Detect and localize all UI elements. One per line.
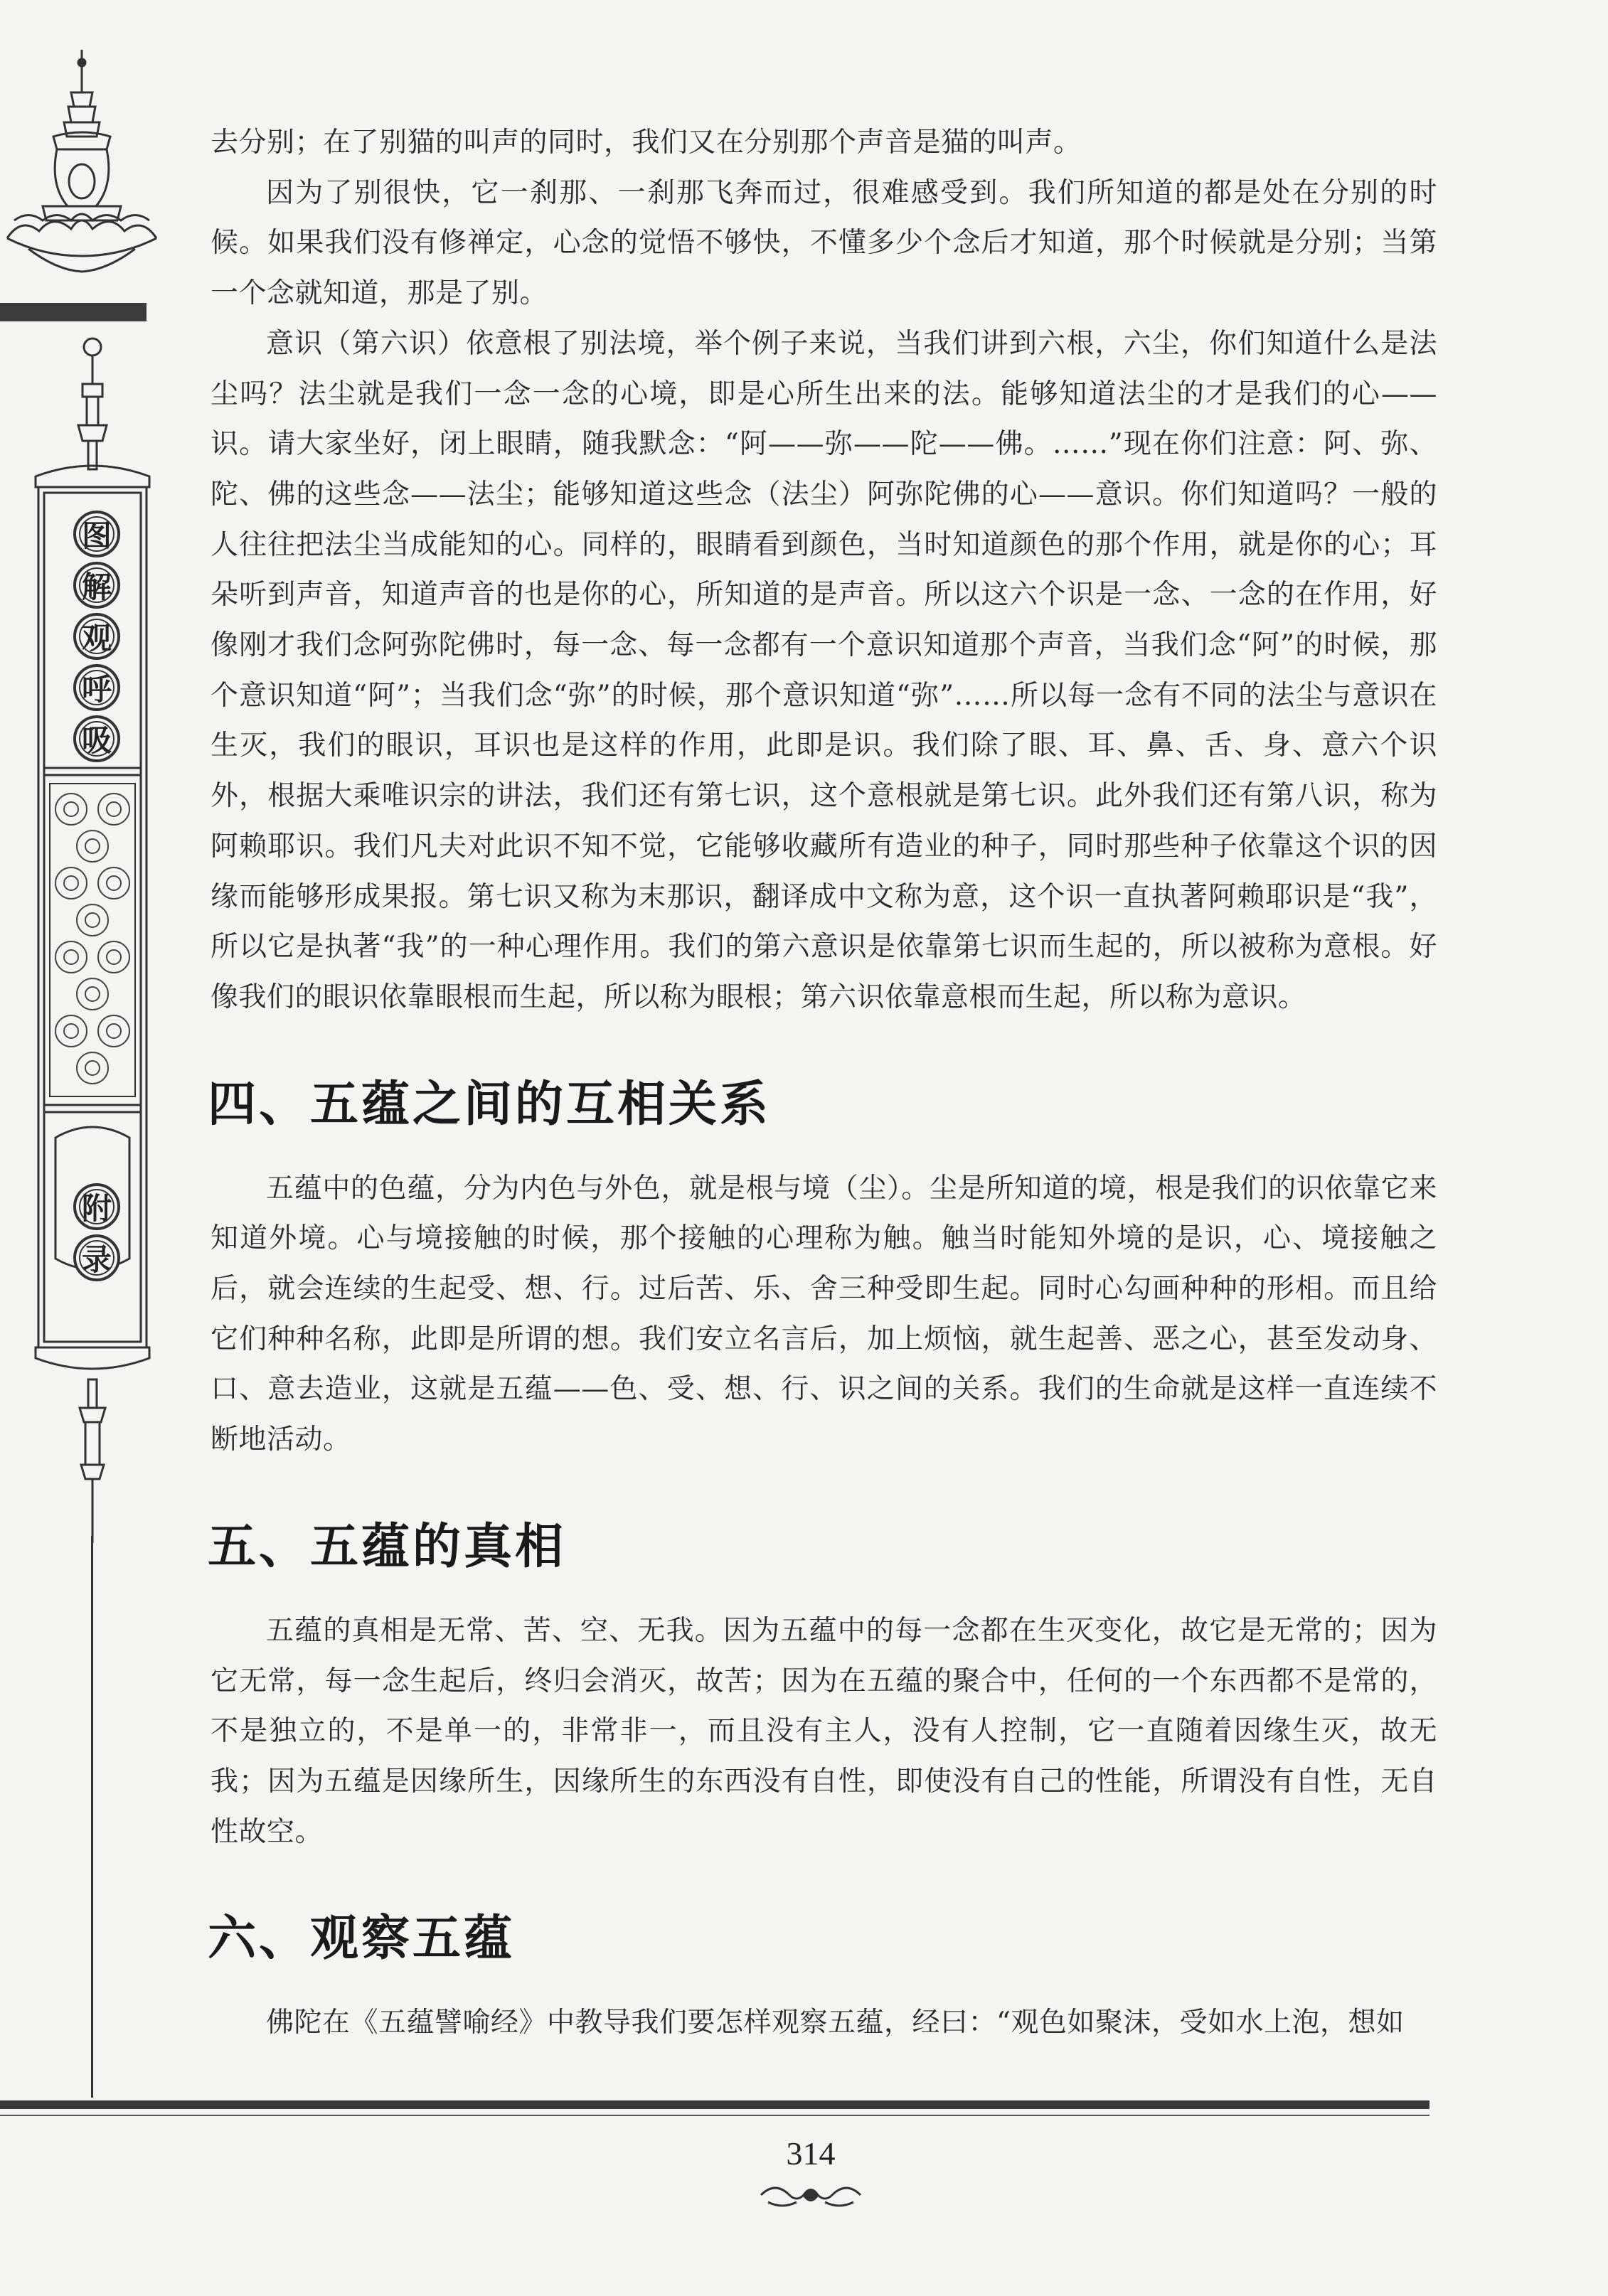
sidebar-title-char: 解 [73, 562, 120, 609]
sidebar-appendix-char: 附 [73, 1183, 120, 1230]
paragraph: 佛陀在《五蕴譬喻经》中教导我们要怎样观察五蕴，经曰：“观色如聚沫，受如水上泡，想如 [266, 2007, 1405, 2039]
top-decorative-bar [0, 303, 147, 321]
sidebar-title-char: 图 [73, 511, 120, 557]
paragraph: 因为了别很快，它一刹那、一刹那飞奔而过，很难感受到。我们所知道的都是处在分别的时候。如果我们没有修禅定，心念的觉悟不够快，不懂多少个念后才知道，那个时候就是分别；当第一个念就知道，那是了别。 [211, 176, 1437, 310]
section-heading: 四、五蕴之间的互相关系 [208, 1076, 772, 1133]
paragraph: 意识（第六识）依意根了别法境，举个例子来说，当我们讲到六根，六尘，你们知道什么是法尘吗？法尘就是我们一念一念的心境，即是心所生出来的法。能够知道法尘的才是我们的心——识。请大家坐好，闭上眼睛，随我默念：“阿——弥——陀——佛。……”现在你们注意：阿、弥、陀、佛的这些念——法尘；能够知道这些念（法尘）阿弥陀佛的心——意识。你们知道吗？一般的人往往把法尘当成能知的心。同样的，眼睛看到颜色，当时知道颜色的那个作用，就是你的心；耳朵听到声音，知道声音的也是你的心，所知道的是声音。所以这六个识是一念、一念的在作用，好像刚才我们念阿弥陀佛时，每一念、每一念都有一个意识知道那个声音，当我们念“阿”的时候，那个意识知道“阿”；当我们念“弥”的时候，那个意识知道“弥”……所以每一念有不同的法尘与意识在生灭，我们的眼识，耳识也是这样的作用，此即是识。我们除了眼、耳、鼻、舌、身、意六个识外，根据大乘唯识宗的讲法，我们还有第七识，这个意根就是第七识。此外我们还有第八识，称为阿赖耶识。我们凡夫对此识不知不觉，它能够收藏所有造业的种子，同时那些种子依靠这个识的因缘而能够形成果报。第七识又称为末那识，翻译成中文称为意，这个识一直执著阿赖耶识是“我”，所以它是执著“我”的一种心理作用。我们的第六意识是依靠第七识而生起的，所以被称为意根。好像我们的眼识依靠眼根而生起，所以称为眼根；第六识依靠意根而生起，所以称为意识。 [211, 327, 1437, 1013]
page-number: 314 [786, 2135, 836, 2172]
sidebar-title-char: 观 [73, 613, 120, 660]
footer-ornament-icon [754, 2177, 868, 2213]
sidebar-title-char: 呼 [73, 664, 120, 711]
sidebar-appendix-char: 录 [73, 1234, 120, 1281]
section-heading: 六、观察五蕴 [208, 1911, 516, 1967]
paragraph: 去分别；在了别猫的叫声的同时，我们又在分别那个声音是猫的叫声。 [211, 127, 1082, 159]
paragraph: 五蕴的真相是无常、苦、空、无我。因为五蕴中的每一念都在生灭变化，故它是无常的；因为它无常，每一念生起后，终归会消灭，故苦；因为在五蕴的聚合中，任何的一个东西都不是常的，不是独立的，不是单一的，非常非一，而且没有主人，没有人控制，它一直随着因缘生灭，故无我；因为五蕴是因缘所生，因缘所生的东西没有自性，即使没有自己的性能，所谓没有自性，无自性故空。 [211, 1614, 1437, 1848]
page-content [208, 118, 1437, 2049]
footer-rule [0, 2100, 1429, 2109]
footer-rule-thin [0, 2115, 1429, 2116]
sidebar-title-char: 吸 [73, 715, 120, 762]
stupa-lotus-icon [0, 43, 164, 284]
section-heading: 五、五蕴的真相 [208, 1518, 567, 1575]
paragraph: 五蕴中的色蕴，分为内色与外色，就是根与境（尘）。尘是所知道的境，根是我们的识依靠它来知道外境。心与境接触的时候，那个接触的心理称为触。触当时能知外境的是识，心、境接触之后，就会连续的生起受、想、行。过后苦、乐、舍三种受即生起。同时心勾画种种的形相。而且给它们种种名称，此即是所谓的想。我们安立名言后，加上烦恼，就生起善、恶之心，甚至发动身、口、意去造业，这就是五蕴——色、受、想、行、识之间的关系。我们的生命就是这样一直连续不断地活动。 [211, 1172, 1437, 1456]
sidebar-vertical-line [91, 1536, 93, 2098]
